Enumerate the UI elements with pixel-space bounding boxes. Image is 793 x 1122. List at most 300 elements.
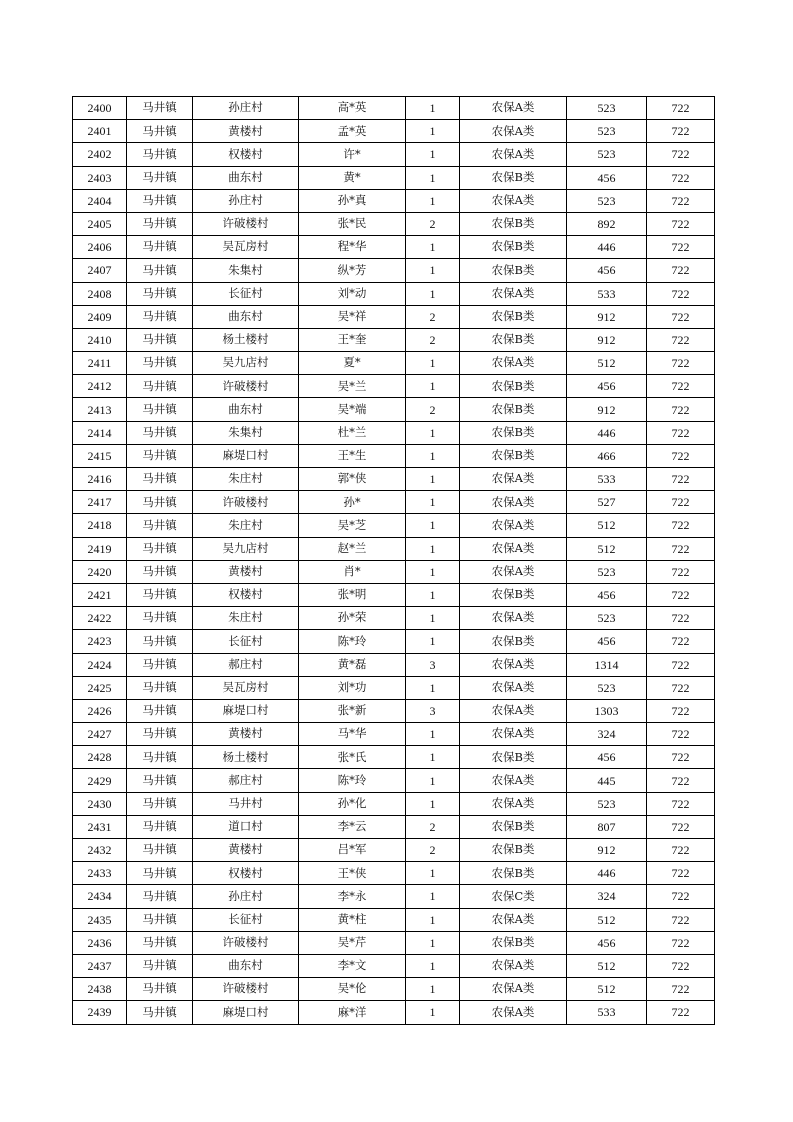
cell-amount: 892	[567, 212, 647, 235]
cell-town: 马井镇	[127, 491, 193, 514]
cell-town: 马井镇	[127, 444, 193, 467]
cell-amount: 466	[567, 444, 647, 467]
cell-amount: 523	[567, 676, 647, 699]
cell-village: 郝庄村	[193, 653, 299, 676]
cell-amount: 912	[567, 398, 647, 421]
cell-count: 1	[406, 352, 460, 375]
table-row	[73, 885, 715, 908]
cell-standard: 722	[647, 815, 715, 838]
cell-row-index: 2416	[73, 468, 127, 491]
table-row	[73, 699, 715, 722]
cell-count: 1	[406, 885, 460, 908]
cell-village: 吴九店村	[193, 537, 299, 560]
cell-village: 麻堤口村	[193, 444, 299, 467]
cell-count: 1	[406, 514, 460, 537]
cell-row-index: 2412	[73, 375, 127, 398]
cell-village: 朱集村	[193, 259, 299, 282]
cell-town: 马井镇	[127, 954, 193, 977]
cell-town: 马井镇	[127, 607, 193, 630]
cell-town: 马井镇	[127, 583, 193, 606]
cell-count: 1	[406, 444, 460, 467]
cell-category: 农保B类	[460, 375, 567, 398]
cell-standard: 722	[647, 491, 715, 514]
table-row	[73, 862, 715, 885]
cell-standard: 722	[647, 676, 715, 699]
cell-category: 农保B类	[460, 839, 567, 862]
cell-name: 张*新	[299, 699, 406, 722]
cell-row-index: 2402	[73, 143, 127, 166]
cell-count: 1	[406, 630, 460, 653]
cell-village: 许破楼村	[193, 491, 299, 514]
cell-name: 张*民	[299, 212, 406, 235]
cell-category: 农保B类	[460, 259, 567, 282]
cell-row-index: 2433	[73, 862, 127, 885]
cell-amount: 456	[567, 375, 647, 398]
cell-count: 1	[406, 375, 460, 398]
cell-town: 马井镇	[127, 839, 193, 862]
cell-row-index: 2428	[73, 746, 127, 769]
cell-standard: 722	[647, 212, 715, 235]
cell-category: 农保B类	[460, 328, 567, 351]
cell-amount: 456	[567, 259, 647, 282]
cell-row-index: 2411	[73, 352, 127, 375]
cell-amount: 512	[567, 352, 647, 375]
cell-town: 马井镇	[127, 514, 193, 537]
cell-row-index: 2429	[73, 769, 127, 792]
cell-row-index: 2434	[73, 885, 127, 908]
cell-village: 朱集村	[193, 421, 299, 444]
cell-name: 赵*兰	[299, 537, 406, 560]
cell-count: 1	[406, 468, 460, 491]
cell-town: 马井镇	[127, 305, 193, 328]
cell-count: 1	[406, 421, 460, 444]
cell-count: 1	[406, 723, 460, 746]
cell-row-index: 2405	[73, 212, 127, 235]
cell-count: 1	[406, 931, 460, 954]
cell-category: 农保A类	[460, 491, 567, 514]
cell-standard: 722	[647, 236, 715, 259]
cell-town: 马井镇	[127, 282, 193, 305]
cell-standard: 722	[647, 885, 715, 908]
cell-name: 黄*磊	[299, 653, 406, 676]
cell-amount: 912	[567, 305, 647, 328]
cell-count: 1	[406, 607, 460, 630]
cell-count: 2	[406, 305, 460, 328]
table-row	[73, 259, 715, 282]
cell-category: 农保B类	[460, 583, 567, 606]
cell-village: 许破楼村	[193, 931, 299, 954]
table-row	[73, 236, 715, 259]
cell-category: 农保A类	[460, 792, 567, 815]
cell-village: 吴瓦房村	[193, 236, 299, 259]
cell-category: 农保A类	[460, 699, 567, 722]
cell-name: 刘*功	[299, 676, 406, 699]
cell-amount: 807	[567, 815, 647, 838]
cell-row-index: 2420	[73, 560, 127, 583]
cell-row-index: 2426	[73, 699, 127, 722]
cell-row-index: 2404	[73, 189, 127, 212]
cell-name: 吴*兰	[299, 375, 406, 398]
cell-row-index: 2413	[73, 398, 127, 421]
table-row	[73, 931, 715, 954]
cell-category: 农保A类	[460, 514, 567, 537]
cell-count: 1	[406, 676, 460, 699]
cell-row-index: 2423	[73, 630, 127, 653]
cell-category: 农保B类	[460, 398, 567, 421]
cell-town: 马井镇	[127, 352, 193, 375]
cell-amount: 512	[567, 954, 647, 977]
cell-village: 曲东村	[193, 305, 299, 328]
cell-category: 农保A类	[460, 723, 567, 746]
cell-town: 马井镇	[127, 328, 193, 351]
cell-row-index: 2439	[73, 1001, 127, 1024]
cell-standard: 722	[647, 792, 715, 815]
cell-category: 农保A类	[460, 908, 567, 931]
table-row	[73, 839, 715, 862]
cell-town: 马井镇	[127, 978, 193, 1001]
cell-count: 1	[406, 978, 460, 1001]
cell-standard: 722	[647, 630, 715, 653]
cell-count: 1	[406, 537, 460, 560]
cell-category: 农保A类	[460, 282, 567, 305]
cell-count: 2	[406, 328, 460, 351]
cell-village: 马井村	[193, 792, 299, 815]
cell-town: 马井镇	[127, 630, 193, 653]
cell-amount: 523	[567, 120, 647, 143]
cell-category: 农保B类	[460, 305, 567, 328]
cell-town: 马井镇	[127, 259, 193, 282]
cell-standard: 722	[647, 189, 715, 212]
cell-amount: 1314	[567, 653, 647, 676]
cell-amount: 523	[567, 189, 647, 212]
cell-standard: 722	[647, 444, 715, 467]
cell-standard: 722	[647, 908, 715, 931]
cell-name: 夏*	[299, 352, 406, 375]
cell-row-index: 2421	[73, 583, 127, 606]
cell-row-index: 2438	[73, 978, 127, 1001]
table-row	[73, 282, 715, 305]
cell-category: 农保A类	[460, 537, 567, 560]
cell-count: 2	[406, 398, 460, 421]
cell-name: 孟*英	[299, 120, 406, 143]
cell-village: 郝庄村	[193, 769, 299, 792]
cell-name: 纵*芳	[299, 259, 406, 282]
table-row	[73, 352, 715, 375]
cell-row-index: 2437	[73, 954, 127, 977]
table-row	[73, 375, 715, 398]
table-row	[73, 630, 715, 653]
table-row	[73, 676, 715, 699]
cell-count: 1	[406, 583, 460, 606]
cell-category: 农保B类	[460, 746, 567, 769]
cell-village: 孙庄村	[193, 885, 299, 908]
cell-count: 1	[406, 792, 460, 815]
cell-name: 陈*玲	[299, 769, 406, 792]
table-row	[73, 583, 715, 606]
cell-town: 马井镇	[127, 769, 193, 792]
cell-count: 1	[406, 908, 460, 931]
cell-village: 许破楼村	[193, 212, 299, 235]
cell-village: 长征村	[193, 630, 299, 653]
cell-count: 2	[406, 815, 460, 838]
cell-name: 吴*伦	[299, 978, 406, 1001]
cell-town: 马井镇	[127, 723, 193, 746]
cell-amount: 324	[567, 723, 647, 746]
cell-village: 吴瓦房村	[193, 676, 299, 699]
cell-category: 农保B类	[460, 166, 567, 189]
cell-name: 吴*芝	[299, 514, 406, 537]
cell-village: 孙庄村	[193, 189, 299, 212]
cell-name: 李*文	[299, 954, 406, 977]
table-row	[73, 815, 715, 838]
cell-count: 1	[406, 1001, 460, 1024]
cell-town: 马井镇	[127, 931, 193, 954]
table-row	[73, 792, 715, 815]
cell-row-index: 2406	[73, 236, 127, 259]
cell-category: 农保B类	[460, 931, 567, 954]
cell-standard: 722	[647, 375, 715, 398]
cell-name: 麻*洋	[299, 1001, 406, 1024]
cell-standard: 722	[647, 769, 715, 792]
cell-category: 农保B类	[460, 421, 567, 444]
cell-town: 马井镇	[127, 862, 193, 885]
cell-village: 朱庄村	[193, 468, 299, 491]
cell-village: 孙庄村	[193, 97, 299, 120]
cell-standard: 722	[647, 862, 715, 885]
cell-row-index: 2436	[73, 931, 127, 954]
table-row	[73, 954, 715, 977]
cell-town: 马井镇	[127, 699, 193, 722]
cell-row-index: 2425	[73, 676, 127, 699]
cell-town: 马井镇	[127, 537, 193, 560]
cell-count: 1	[406, 189, 460, 212]
cell-amount: 523	[567, 607, 647, 630]
table-row	[73, 653, 715, 676]
cell-amount: 912	[567, 839, 647, 862]
cell-town: 马井镇	[127, 120, 193, 143]
cell-name: 黄*	[299, 166, 406, 189]
cell-town: 马井镇	[127, 792, 193, 815]
cell-count: 1	[406, 862, 460, 885]
cell-amount: 527	[567, 491, 647, 514]
cell-town: 马井镇	[127, 676, 193, 699]
cell-count: 1	[406, 97, 460, 120]
table-row	[73, 723, 715, 746]
cell-name: 吴*端	[299, 398, 406, 421]
cell-count: 1	[406, 954, 460, 977]
cell-name: 郭*侠	[299, 468, 406, 491]
table-row	[73, 328, 715, 351]
cell-category: 农保A类	[460, 1001, 567, 1024]
cell-standard: 722	[647, 1001, 715, 1024]
cell-standard: 722	[647, 746, 715, 769]
cell-amount: 512	[567, 514, 647, 537]
table-row	[73, 305, 715, 328]
cell-row-index: 2400	[73, 97, 127, 120]
cell-category: 农保A类	[460, 954, 567, 977]
cell-village: 杨土楼村	[193, 746, 299, 769]
table-row	[73, 120, 715, 143]
cell-category: 农保B类	[460, 236, 567, 259]
cell-count: 3	[406, 699, 460, 722]
cell-row-index: 2424	[73, 653, 127, 676]
cell-category: 农保A类	[460, 653, 567, 676]
table-row	[73, 421, 715, 444]
cell-village: 权楼村	[193, 583, 299, 606]
cell-count: 1	[406, 491, 460, 514]
cell-count: 1	[406, 120, 460, 143]
cell-amount: 523	[567, 143, 647, 166]
cell-name: 孙*真	[299, 189, 406, 212]
table-body	[73, 97, 715, 1025]
cell-amount: 456	[567, 583, 647, 606]
cell-amount: 523	[567, 97, 647, 120]
cell-row-index: 2417	[73, 491, 127, 514]
cell-count: 1	[406, 746, 460, 769]
cell-standard: 722	[647, 560, 715, 583]
cell-count: 1	[406, 282, 460, 305]
cell-row-index: 2407	[73, 259, 127, 282]
cell-category: 农保A类	[460, 607, 567, 630]
cell-town: 马井镇	[127, 746, 193, 769]
cell-category: 农保A类	[460, 560, 567, 583]
cell-village: 长征村	[193, 908, 299, 931]
cell-row-index: 2414	[73, 421, 127, 444]
cell-name: 孙*	[299, 491, 406, 514]
cell-standard: 722	[647, 699, 715, 722]
cell-amount: 446	[567, 862, 647, 885]
cell-amount: 456	[567, 630, 647, 653]
cell-amount: 912	[567, 328, 647, 351]
cell-standard: 722	[647, 468, 715, 491]
cell-count: 1	[406, 143, 460, 166]
cell-name: 吴*祥	[299, 305, 406, 328]
cell-town: 马井镇	[127, 143, 193, 166]
cell-category: 农保A类	[460, 468, 567, 491]
table-row	[73, 189, 715, 212]
cell-amount: 456	[567, 931, 647, 954]
cell-row-index: 2435	[73, 908, 127, 931]
cell-town: 马井镇	[127, 97, 193, 120]
cell-name: 马*华	[299, 723, 406, 746]
cell-amount: 512	[567, 537, 647, 560]
cell-town: 马井镇	[127, 236, 193, 259]
cell-row-index: 2431	[73, 815, 127, 838]
cell-category: 农保B类	[460, 212, 567, 235]
cell-town: 马井镇	[127, 212, 193, 235]
cell-row-index: 2403	[73, 166, 127, 189]
cell-name: 李*永	[299, 885, 406, 908]
cell-town: 马井镇	[127, 375, 193, 398]
cell-row-index: 2419	[73, 537, 127, 560]
cell-town: 马井镇	[127, 815, 193, 838]
cell-amount: 523	[567, 792, 647, 815]
cell-category: 农保A类	[460, 352, 567, 375]
cell-standard: 722	[647, 537, 715, 560]
cell-village: 黄楼村	[193, 560, 299, 583]
table-row	[73, 537, 715, 560]
cell-standard: 722	[647, 97, 715, 120]
cell-amount: 533	[567, 282, 647, 305]
table-row	[73, 1001, 715, 1024]
cell-amount: 533	[567, 1001, 647, 1024]
cell-row-index: 2410	[73, 328, 127, 351]
table-row	[73, 560, 715, 583]
table-row	[73, 143, 715, 166]
cell-row-index: 2422	[73, 607, 127, 630]
cell-amount: 512	[567, 908, 647, 931]
cell-category: 农保A类	[460, 143, 567, 166]
cell-row-index: 2432	[73, 839, 127, 862]
cell-village: 杨土楼村	[193, 328, 299, 351]
cell-village: 权楼村	[193, 862, 299, 885]
table-row	[73, 444, 715, 467]
cell-amount: 446	[567, 236, 647, 259]
cell-category: 农保B类	[460, 630, 567, 653]
table-row	[73, 607, 715, 630]
cell-category: 农保B类	[460, 862, 567, 885]
table-row	[73, 166, 715, 189]
cell-row-index: 2401	[73, 120, 127, 143]
cell-village: 许破楼村	[193, 978, 299, 1001]
cell-village: 黄楼村	[193, 120, 299, 143]
cell-standard: 722	[647, 514, 715, 537]
cell-village: 朱庄村	[193, 514, 299, 537]
cell-name: 李*云	[299, 815, 406, 838]
table-row	[73, 514, 715, 537]
cell-category: 农保A类	[460, 978, 567, 1001]
cell-amount: 456	[567, 166, 647, 189]
cell-name: 程*华	[299, 236, 406, 259]
table-row	[73, 468, 715, 491]
cell-standard: 722	[647, 259, 715, 282]
cell-standard: 722	[647, 282, 715, 305]
table-row	[73, 978, 715, 1001]
cell-name: 陈*玲	[299, 630, 406, 653]
cell-name: 许*	[299, 143, 406, 166]
cell-village: 曲东村	[193, 398, 299, 421]
cell-name: 刘*动	[299, 282, 406, 305]
cell-village: 长征村	[193, 282, 299, 305]
cell-count: 2	[406, 839, 460, 862]
table-row	[73, 769, 715, 792]
table-row	[73, 97, 715, 120]
cell-town: 马井镇	[127, 398, 193, 421]
cell-count: 1	[406, 560, 460, 583]
cell-town: 马井镇	[127, 468, 193, 491]
cell-standard: 722	[647, 143, 715, 166]
cell-town: 马井镇	[127, 560, 193, 583]
cell-category: 农保A类	[460, 120, 567, 143]
data-table	[72, 96, 715, 1025]
table-row	[73, 398, 715, 421]
cell-name: 张*氏	[299, 746, 406, 769]
cell-category: 农保C类	[460, 885, 567, 908]
cell-village: 麻堤口村	[193, 1001, 299, 1024]
cell-town: 马井镇	[127, 1001, 193, 1024]
cell-count: 3	[406, 653, 460, 676]
cell-name: 孙*化	[299, 792, 406, 815]
cell-standard: 722	[647, 352, 715, 375]
cell-village: 吴九店村	[193, 352, 299, 375]
cell-standard: 722	[647, 328, 715, 351]
table-row	[73, 491, 715, 514]
cell-standard: 722	[647, 607, 715, 630]
cell-amount: 445	[567, 769, 647, 792]
cell-village: 许破楼村	[193, 375, 299, 398]
cell-town: 马井镇	[127, 189, 193, 212]
cell-name: 吴*芹	[299, 931, 406, 954]
